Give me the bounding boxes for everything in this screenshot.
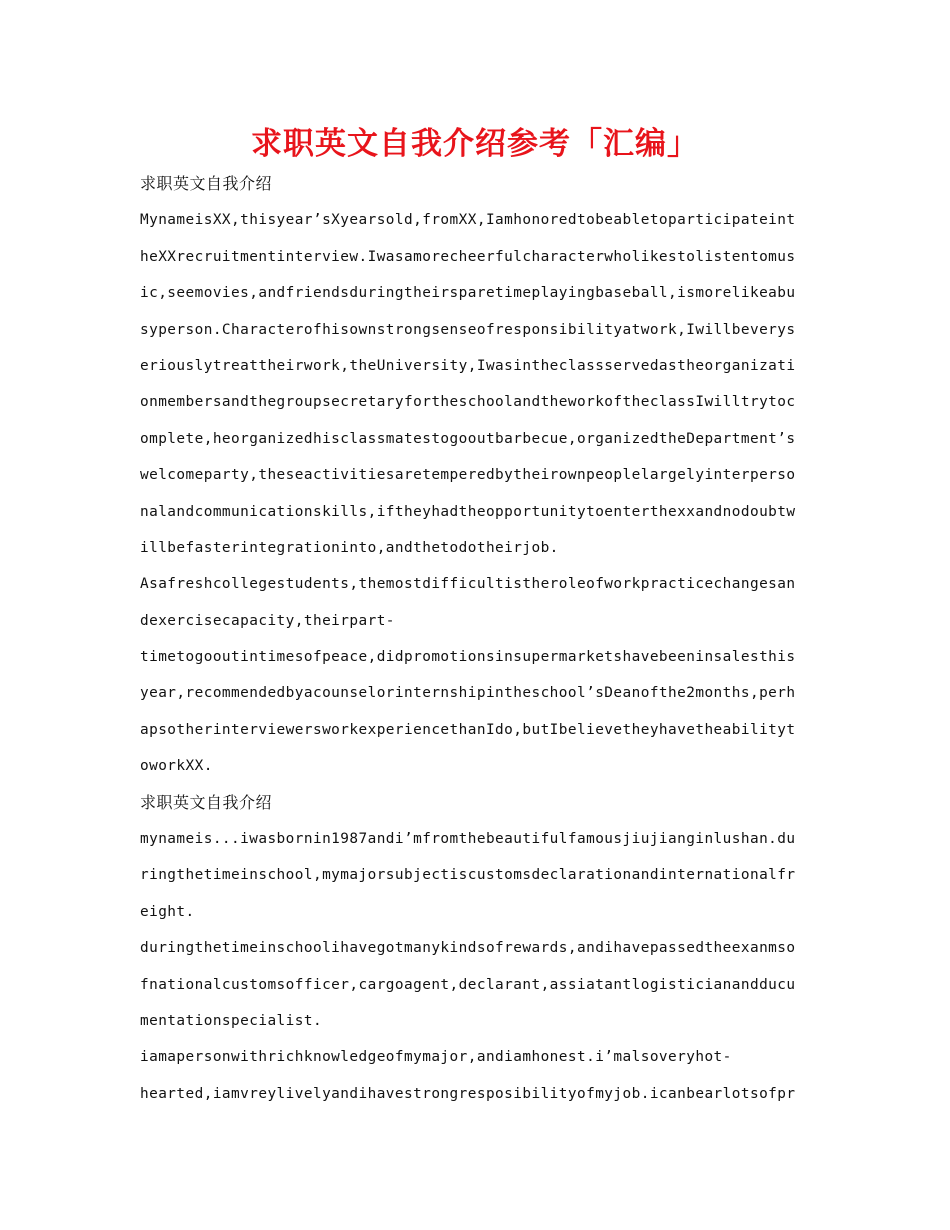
paragraph-line: eriouslytreattheirwork,theUniversity,Iwasintheclassservedastheorganizati — [140, 357, 796, 374]
paragraph-line: Asafreshcollegestudents,themostdifficultistheroleofworkpracticechangesan — [140, 576, 796, 593]
paragraph-line: syperson.Characterofhisownstrongsenseofresponsibilityatwork,Iwillbeverys — [140, 321, 796, 338]
paragraph-line: year,recommendedbyacounselorinternshipintheschool’sDeanofthe2months,perh — [140, 685, 796, 702]
paragraph-line: MynameisXX,thisyear’sXyearsold,fromXX,Iamhonoredtobeabletoparticipateint — [140, 212, 796, 229]
paragraph-line: nalandcommunicationskills,iftheyhadtheopportunitytoenterthexxandnodoubtw — [140, 503, 796, 520]
paragraph-line: heXXrecruitmentinterview.Iwasamorecheerfulcharacterwholikestolistentomus — [140, 248, 796, 265]
section-heading: 求职英文自我介绍 — [140, 792, 273, 812]
paragraph-line: ic,seemovies,andfriendsduringtheirsparetimeplayingbaseball,ismorelikeabu — [140, 285, 796, 302]
paragraph-line: oworkXX. — [140, 758, 213, 775]
paragraph-line: ringthetimeinschool,mymajorsubjectiscustomsdeclarationandinternationalfr — [140, 867, 796, 884]
paragraph-line: duringthetimeinschoolihavegotmanykindsofrewards,andihavepassedtheexanmso — [140, 940, 796, 957]
section-heading: 求职英文自我介绍 — [140, 174, 273, 193]
paragraph-line: onmembersandthegroupsecretaryfortheschoolandtheworkoftheclassIwilltrytoc — [140, 394, 796, 411]
paragraph-line: mynameis...iwasbornin1987andi’mfromthebeautifulfamousjiujianginlushan.du — [140, 831, 796, 848]
paragraph-line: welcomeparty,theseactivitiesaretemperedbytheirownpeoplelargelyinterperso — [140, 467, 796, 484]
paragraph-line: apsotherinterviewersworkexperiencethanIdo,butIbelievetheyhavetheabilityt — [140, 721, 796, 738]
paragraph-line: timetogooutintimesofpeace,didpromotionsinsupermarketshavebeeninsalesthis — [140, 649, 796, 666]
document-body — [140, 166, 812, 1112]
paragraph-line: dexercisecapacity,theirpart- — [140, 612, 395, 629]
document-title: 求职英文自我介绍参考「汇编」 — [251, 126, 699, 162]
paragraph-line: iamapersonwithrichknowledgeofmymajor,andiamhonest.i’malsoveryhot- — [140, 1049, 732, 1066]
paragraph-line: fnationalcustomsofficer,cargoagent,declarant,assiatantlogisticianandducu — [140, 976, 796, 993]
paragraph-line: omplete,heorganizedhisclassmatestogooutbarbecue,organizedtheDepartment’s — [140, 430, 796, 447]
paragraph-line: mentationspecialist. — [140, 1012, 323, 1029]
paragraph-line: illbefasterintegrationinto,andthetodotheirjob. — [140, 539, 559, 556]
paragraph-line: hearted,iamvreylivelyandihavestrongresposibilityofmyjob.icanbearlotsofpr — [140, 1085, 796, 1102]
paragraph-line: eight. — [140, 903, 195, 920]
